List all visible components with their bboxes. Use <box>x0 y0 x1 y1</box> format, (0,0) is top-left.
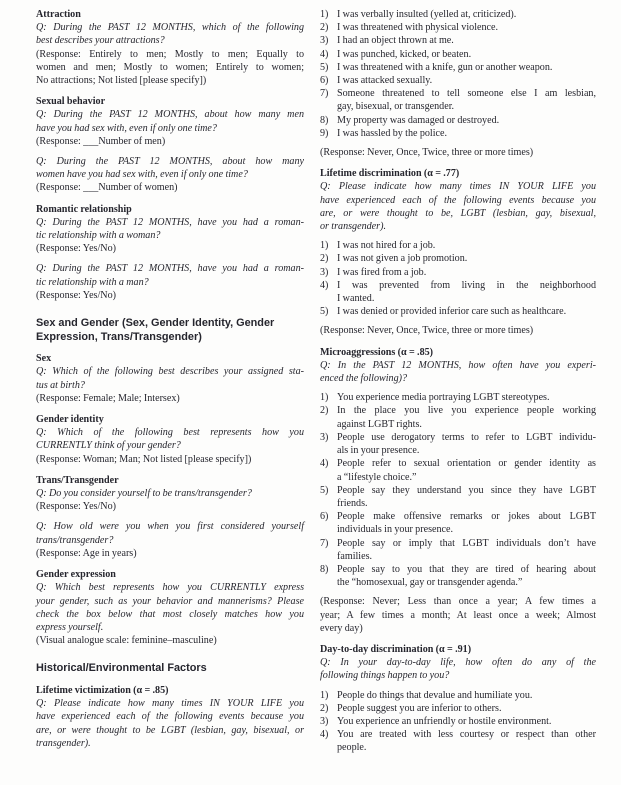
text-line: check the box below that most closely matches how you <box>36 608 304 620</box>
text-line: trans/transgender? <box>36 534 114 546</box>
text-line: Q: Please indicate how many times IN YOUR LIFE you <box>320 181 596 193</box>
text-line: Q: During the PAST 12 MONTHS, about how many men <box>36 109 304 121</box>
text-line: People say to you that they are tired of hearing about <box>337 563 596 575</box>
item-number: 8) <box>320 114 329 126</box>
question-paragraph <box>320 656 596 682</box>
text-line: Expression, Trans/Transgender) <box>36 330 202 343</box>
text-line: tus at birth? <box>36 379 85 391</box>
text-line: Lifetime victimization (α = .85) <box>36 684 169 696</box>
item-number: 3) <box>320 715 329 727</box>
subsection-heading <box>36 684 304 697</box>
text-line: I was threatened with a knife, gun or another weapon. <box>337 61 553 73</box>
item-number: 3) <box>320 35 329 47</box>
text-line: Q: Which of the following best represents how you <box>36 427 304 439</box>
text-line: You experience an unfriendly or hostile environment. <box>337 715 552 727</box>
response-note <box>36 242 304 255</box>
subsection-heading <box>36 474 304 487</box>
text-line: (Response: Never, Once, Twice, three or more times) <box>320 147 534 159</box>
response-note <box>36 289 304 302</box>
text-line: Trans/Transgender <box>36 474 119 486</box>
response-note <box>36 500 304 513</box>
text-line: In the place you live you experience people working <box>337 405 596 417</box>
text-line: against LGBT rights. <box>337 418 422 430</box>
list-item <box>320 404 596 430</box>
list-item <box>320 563 596 589</box>
item-number: 1) <box>320 240 329 252</box>
question-paragraph <box>36 487 304 500</box>
question-paragraph <box>320 359 596 385</box>
list-item <box>320 87 596 113</box>
text-line: I was hassled by the police. <box>337 127 448 139</box>
subsection-heading <box>320 167 596 180</box>
list-item <box>320 21 596 34</box>
response-note <box>36 547 304 560</box>
text-line: I wanted. <box>337 293 375 305</box>
text-line: enced the following)? <box>320 373 408 385</box>
list-item <box>320 689 596 702</box>
text-line: I was not hired for a job. <box>337 240 436 252</box>
text-line: I was threatened with physical violence. <box>337 22 499 34</box>
item-number: 2) <box>320 253 329 265</box>
response-note <box>320 146 596 159</box>
question-paragraph <box>36 262 304 288</box>
subsection-heading <box>36 352 304 365</box>
list-item <box>320 728 596 754</box>
item-number: 5) <box>320 484 329 496</box>
list-item <box>320 484 596 510</box>
subsection-heading <box>36 568 304 581</box>
list-item <box>320 702 596 715</box>
item-number: 5) <box>320 61 329 73</box>
text-line: Sex <box>36 353 52 365</box>
text-line: People say or imply that LGBT individuals don’t have <box>337 537 596 549</box>
numbered-list <box>320 239 596 318</box>
question-paragraph <box>36 365 304 391</box>
text-line: (Response: ___Number of men) <box>36 135 166 147</box>
text-line: have experienced each of the following events because you <box>36 711 304 723</box>
text-line: I was fired from a job. <box>337 266 427 278</box>
list-item <box>320 266 596 279</box>
subsection-heading <box>36 8 304 21</box>
item-number: 3) <box>320 266 329 278</box>
text-line: every day) <box>320 622 363 634</box>
text-line: Q: In your day-to-day life, how often do any of the <box>320 657 596 669</box>
text-line: Q: How old were you when you first considered yourself <box>36 521 304 533</box>
list-item <box>320 715 596 728</box>
text-line: women and men; Mostly to women; Entirely to women; <box>36 61 304 73</box>
text-line: Q: During the PAST 12 MONTHS, about how many <box>36 156 304 168</box>
response-note <box>320 595 596 635</box>
section-heading <box>36 662 304 676</box>
list-item <box>320 8 596 21</box>
list-item <box>320 431 596 457</box>
text-line: People suggest you are inferior to others. <box>337 702 502 714</box>
text-line: (Response: Age in years) <box>36 547 137 559</box>
text-line: (Response: Never; Less than once a year; A few times a <box>320 596 596 608</box>
text-line: No attractions; Not listed [please specify]) <box>36 75 207 87</box>
text-line: Q: Which best represents how you CURRENTLY express <box>36 582 304 594</box>
column-right <box>320 8 596 755</box>
section-heading <box>36 317 304 344</box>
text-line: have experienced each of the following events because you <box>320 194 596 206</box>
text-line: tic relationship with a man? <box>36 276 149 288</box>
list-item <box>320 457 596 483</box>
list-item <box>320 48 596 61</box>
text-line: (Response: Yes/No) <box>36 501 116 513</box>
list-item <box>320 61 596 74</box>
text-line: Q: During the PAST 12 MONTHS, have you had a roman- <box>36 263 304 275</box>
text-line: Sex and Gender (Sex, Gender Identity, Gender <box>36 317 275 330</box>
text-line: I had an object thrown at me. <box>337 35 454 47</box>
response-note <box>36 48 304 88</box>
numbered-list <box>320 8 596 140</box>
text-line: individuals in your presence. <box>337 524 454 536</box>
text-line: year; A few times a month; At least once a week; Almost <box>320 609 596 621</box>
column-left <box>36 8 304 755</box>
text-line: I was attacked sexually. <box>337 75 433 87</box>
list-item <box>320 252 596 265</box>
text-line: Day-to-day discrimination (α = .91) <box>320 643 472 655</box>
subsection-heading <box>36 95 304 108</box>
text-line: (Response: Yes/No) <box>36 289 116 301</box>
item-number: 2) <box>320 405 329 417</box>
response-note <box>36 135 304 148</box>
text-line: People make offensive remarks or jokes about LGBT <box>337 511 596 523</box>
item-number: 4) <box>320 458 329 470</box>
text-line: Sexual behavior <box>36 96 106 108</box>
subsection-heading <box>320 346 596 359</box>
text-line: People refer to sexual orientation or gender identity as <box>337 458 596 470</box>
item-number: 8) <box>320 563 329 575</box>
text-line: People do things that devalue and humiliate you. <box>337 689 533 701</box>
list-item <box>320 74 596 87</box>
text-line: the “homosexual, gay or transgender agenda.” <box>337 577 523 589</box>
text-line: Q: Which of the following best describes your assigned sta- <box>36 366 304 378</box>
text-line: (Response: Entirely to men; Mostly to men; Equally to <box>36 48 304 60</box>
text-line: (Response: ___Number of women) <box>36 182 178 194</box>
text-line: are, or were thought to be LGBT (lesbian, gay, bisexual, or <box>36 724 304 736</box>
subsection-heading <box>36 203 304 216</box>
subsection-heading <box>36 413 304 426</box>
response-note <box>36 634 304 647</box>
text-line: Q: During the PAST 12 MONTHS, which of the following <box>36 22 304 34</box>
question-paragraph <box>36 216 304 242</box>
text-line: I was denied or provided inferior care such as healthcare. <box>337 306 567 318</box>
response-note <box>320 324 596 337</box>
text-line: people. <box>337 742 367 754</box>
text-line: You experience media portraying LGBT stereotypes. <box>337 392 550 404</box>
item-number: 9) <box>320 127 329 139</box>
text-line: (Response: Woman; Man; Not listed [please specify]) <box>36 453 252 465</box>
text-line: Gender expression <box>36 569 116 581</box>
list-item <box>320 239 596 252</box>
question-paragraph <box>320 180 596 233</box>
numbered-list <box>320 391 596 589</box>
text-line: People say they understand you since they have LGBT <box>337 484 596 496</box>
item-number: 6) <box>320 511 329 523</box>
item-number: 4) <box>320 48 329 60</box>
question-paragraph <box>36 697 304 750</box>
text-line: Microaggressions (α = .85) <box>320 346 434 358</box>
text-line: Gender identity <box>36 414 104 426</box>
item-number: 2) <box>320 702 329 714</box>
question-paragraph <box>36 581 304 634</box>
text-line: (Visual analogue scale: feminine–masculine) <box>36 635 217 647</box>
text-line: CURRENTLY think of your gender? <box>36 440 181 452</box>
text-line: Romantic relationship <box>36 203 132 215</box>
text-line: Q: Please indicate how many times IN YOUR LIFE you <box>36 698 304 710</box>
text-line: Attraction <box>36 9 81 20</box>
text-line: Q: In the PAST 12 MONTHS, how often have you experi- <box>320 359 596 371</box>
item-number: 7) <box>320 537 329 549</box>
item-number: 3) <box>320 431 329 443</box>
item-number: 5) <box>320 306 329 318</box>
item-number: 1) <box>320 689 329 701</box>
text-line: families. <box>337 550 373 562</box>
text-line: I was prevented from living in the neighborhood <box>337 279 596 291</box>
item-number: 6) <box>320 75 329 87</box>
numbered-list <box>320 689 596 755</box>
text-line: People use derogatory terms to refer to LGBT individu- <box>337 431 596 443</box>
item-number: 7) <box>320 88 329 100</box>
text-line: I was punched, kicked, or beaten. <box>337 48 472 60</box>
text-line: (Response: Female; Male; Intersex) <box>36 392 180 404</box>
text-line: Someone threatened to tell someone else I am lesbian, <box>337 88 596 100</box>
text-line: I was not given a job promotion. <box>337 253 468 265</box>
question-paragraph <box>36 108 304 134</box>
text-line: women have you had sex with, even if only one time? <box>36 169 248 181</box>
list-item <box>320 391 596 404</box>
item-number: 2) <box>320 22 329 34</box>
question-paragraph <box>36 426 304 452</box>
text-line: I was verbally insulted (yelled at, criticized). <box>337 9 517 20</box>
text-line: express yourself. <box>36 621 104 633</box>
text-line: transgender). <box>36 737 91 749</box>
item-number: 1) <box>320 392 329 404</box>
text-line: als in your presence. <box>337 445 420 457</box>
question-paragraph <box>36 21 304 47</box>
text-line: or transgender). <box>320 221 386 233</box>
question-paragraph <box>36 155 304 181</box>
text-line: Q: During the PAST 12 MONTHS, have you had a roman- <box>36 216 304 228</box>
subsection-heading <box>320 643 596 656</box>
question-paragraph <box>36 520 304 546</box>
text-line: gay, bisexual, or transgender. <box>337 101 455 113</box>
text-line: following things happen to you? <box>320 670 450 682</box>
text-line: You are treated with less courtesy or respect than other <box>337 729 596 741</box>
text-line: Q: Do you consider yourself to be trans/transgender? <box>36 488 252 500</box>
text-line: Historical/Environmental Factors <box>36 662 207 675</box>
list-item <box>320 510 596 536</box>
list-item <box>320 127 596 140</box>
item-number: 1) <box>320 9 329 20</box>
text-line: (Response: Yes/No) <box>36 243 116 255</box>
text-line: tic relationship with a woman? <box>36 230 161 242</box>
list-item <box>320 114 596 127</box>
text-line: have you had sex with, even if only one time? <box>36 122 217 134</box>
text-line: best describes your attractions? <box>36 35 165 47</box>
response-note <box>36 392 304 405</box>
list-item <box>320 537 596 563</box>
item-number: 4) <box>320 729 329 741</box>
list-item <box>320 34 596 47</box>
text-line: are, or were thought to be, LGBT (lesbian, gay, bisexual, <box>320 207 596 219</box>
response-note <box>36 181 304 194</box>
response-note <box>36 453 304 466</box>
text-line: a “lifestyle choice.” <box>337 471 417 483</box>
text-line: (Response: Never, Once, Twice, three or more times) <box>320 325 534 337</box>
text-line: friends. <box>337 497 368 509</box>
text-line: Lifetime discrimination (α = .77) <box>320 168 460 180</box>
text-line: your gender, such as your behavior and mannerisms? Please <box>36 595 304 607</box>
item-number: 4) <box>320 279 329 291</box>
list-item <box>320 279 596 305</box>
text-line: My property was damaged or destroyed. <box>337 114 500 126</box>
list-item <box>320 305 596 318</box>
